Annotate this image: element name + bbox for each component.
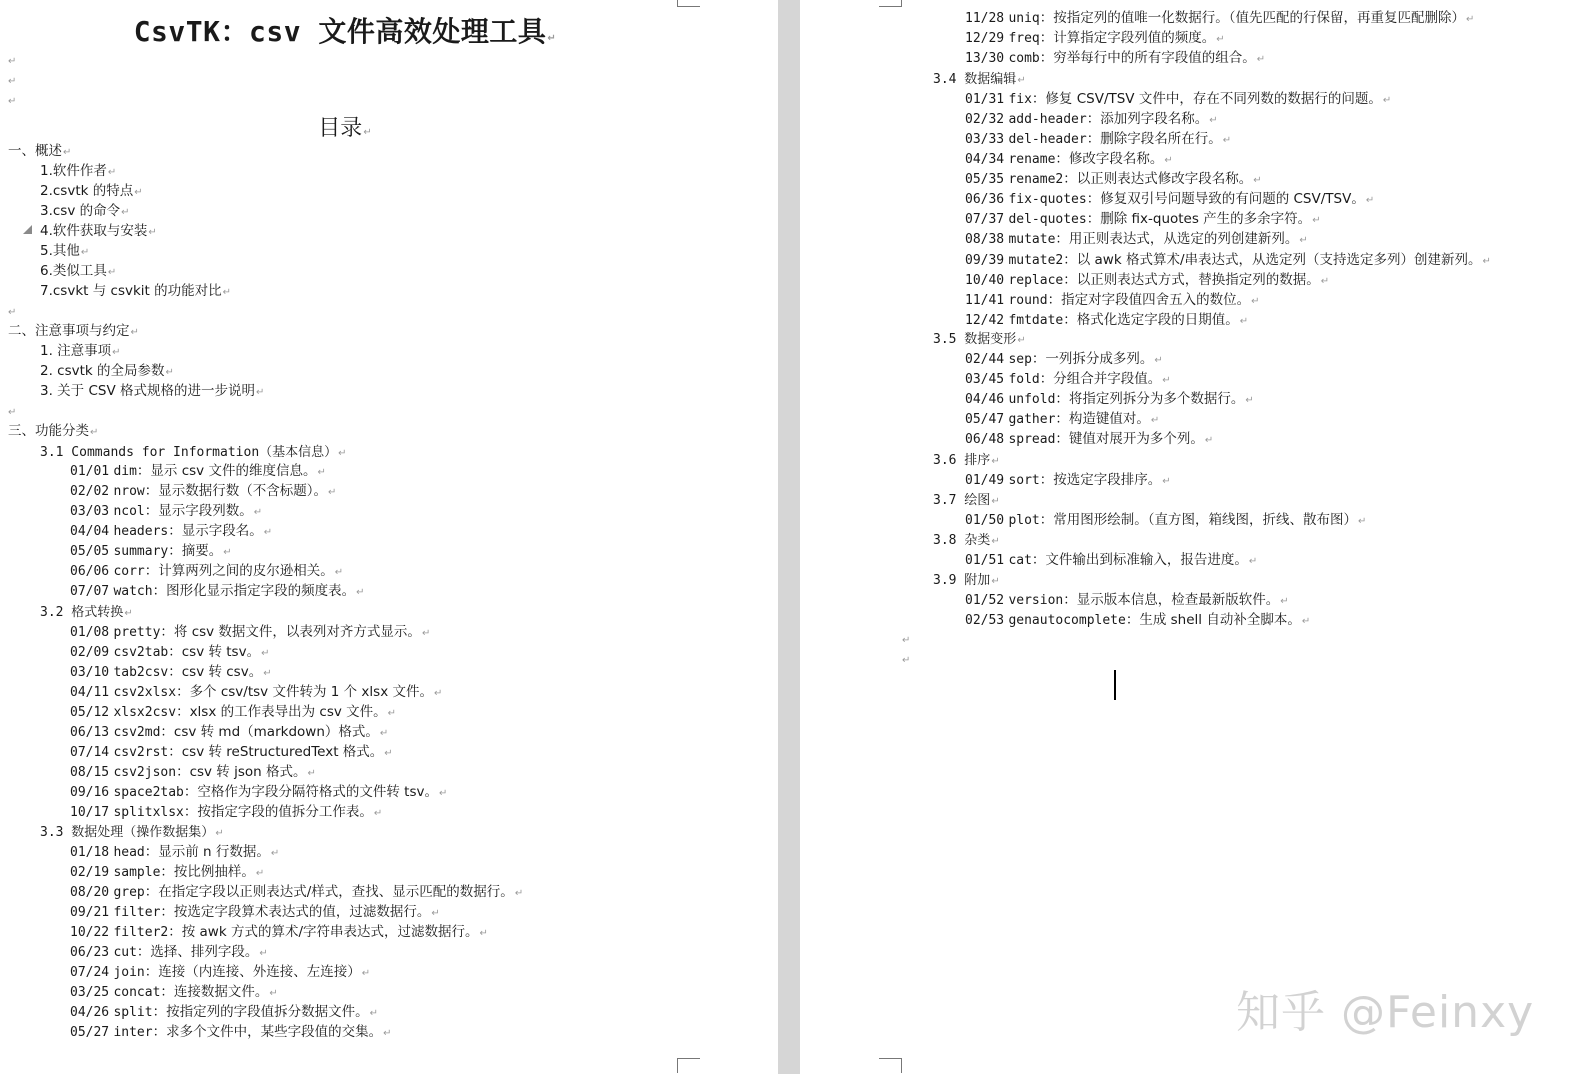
entry-number: 04/04 [70,524,110,540]
command-name: summary [113,544,169,560]
entry-number: 13/30 [965,51,1005,67]
toc-command-entry[interactable]: 09/16 space2tab：空格作为字段分隔符格式的文件转 tsv。↵ [70,784,448,801]
entry-number: 01/52 [965,593,1005,608]
entry-number: 06/13 [70,724,110,740]
page-gutter [778,0,800,1074]
toc-command-entry[interactable]: 01/52 version：显示版本信息，检查最新版软件。↵ [965,592,1289,608]
command-name: del-quotes [1008,212,1087,228]
page-corner-marker [677,0,700,7]
entry-number: 06/36 [965,192,1005,208]
command-name: fix [1008,92,1032,107]
toc-command-entry[interactable]: 07/24 join：连接（内连接、外连接、左连接）↵ [70,964,371,980]
entry-number: 06/06 [70,564,110,580]
toc-command-entry[interactable]: 03/03 ncol：显示字段列数。↵ [70,503,263,520]
command-name: sample [113,865,161,880]
command-name: grep [113,885,145,900]
entry-number: 04/34 [965,152,1005,168]
toc-command-entry[interactable]: 07/07 watch：图形化显示指定字段的频度表。↵ [70,583,365,600]
command-description: 按指定列的字段值拆分数据文件。 [166,1004,369,1020]
toc-subsection-heading[interactable]: 3.1 Commands for Information（基本信息）↵ [40,445,347,460]
entry-number: 09/39 [965,252,1005,268]
command-description: 按指定列的值唯一化数据行。（值先匹配的行保留，再重复匹配删除） [1053,10,1465,26]
entry-number: 01/01 [70,464,110,479]
toc-item[interactable]: 3.csv 的命令↵ [40,203,130,219]
toc-command-entry[interactable]: 01/18 head：显示前 n 行数据。↵ [70,844,280,860]
toc-command-entry[interactable]: 08/38 mutate：用正则表达式，从选定的列创建新列。↵ [965,231,1308,248]
page-corner-marker [879,1058,902,1073]
toc-command-entry[interactable]: 01/08 pretty：将 csv 数据文件，以表列对齐方式显示。↵ [70,623,431,640]
command-name: rename [1008,152,1056,168]
toc-command-entry[interactable]: 05/47 gather：构造键值对。↵ [965,411,1160,428]
command-name: watch [113,584,153,600]
toc-subsection-heading[interactable]: 3.3 数据处理（操作数据集）↵ [40,825,224,840]
page-corner-marker [879,0,902,7]
command-description: csv 转 tsv。 [181,643,261,660]
entry-number: 01/18 [70,845,110,860]
entry-number: 04/11 [70,684,110,700]
paragraph-mark: ↵ [902,655,911,666]
command-description: 求多个文件中，某些字段值的交集。 [166,1024,383,1040]
command-description: 按选定字段算术表达式的值，过滤数据行。 [173,904,431,920]
command-name: uniq [1008,11,1040,26]
toc-command-entry[interactable]: 08/20 grep：在指定字段以正则表达式/样式，查找、显示匹配的数据行。↵ [70,884,524,900]
paragraph-mark: ↵ [8,56,17,67]
entry-number: 04/26 [70,1005,110,1020]
command-description: 文件输出到标准输入，报告进度。 [1045,552,1248,568]
toc-item[interactable]: 2.csvtk 的特点↵ [40,183,143,199]
toc-subsection-heading[interactable]: 3.2 格式转换↵ [40,605,133,620]
paragraph-mark: ↵ [8,407,17,418]
command-description: 修复双引号问题导致的有问题的 CSV/TSV。 [1100,191,1365,208]
toc-command-entry[interactable]: 07/37 del-quotes：删除 fix-quotes 产生的多余字符。↵ [965,211,1321,228]
command-description: 一列拆分成多列。 [1045,351,1154,367]
toc-command-entry[interactable]: 05/35 rename2：以正则表达式修改字段名称。↵ [965,171,1262,188]
paragraph-mark: ↵ [8,307,17,318]
command-name: corr [113,564,145,580]
toc-command-entry[interactable]: 06/23 cut：选择、排列字段。↵ [70,944,268,960]
command-description: 显示前 n 行数据。 [158,844,270,860]
entry-number: 02/53 [965,613,1005,628]
command-description: 在指定字段以正则表达式/样式，查找、显示匹配的数据行。 [158,884,514,900]
entry-number: 01/50 [965,513,1005,528]
command-name: replace [1008,272,1064,288]
command-description: 显示 csv 文件的维度信息。 [150,463,317,479]
command-description: 将 csv 数据文件，以表列对齐方式显示。 [173,623,421,640]
command-name: plot [1008,513,1040,528]
toc-command-entry[interactable]: 01/51 cat：文件输出到标准输入，报告进度。↵ [965,552,1258,568]
entry-number: 05/47 [965,412,1005,428]
command-name: freq [1008,31,1040,47]
entry-number: 02/32 [965,112,1005,128]
command-description: 格式化选定字段的日期值。 [1076,311,1239,328]
paragraph-mark: ↵ [902,635,911,646]
toc-command-entry[interactable]: 01/49 sort：按选定字段排序。↵ [965,472,1171,488]
toc-command-entry[interactable]: 06/48 spread：键值对展开为多个列。↵ [965,431,1214,448]
toc-command-entry[interactable]: 05/12 xlsx2csv：xlsx 的工作表导出为 csv 文件。↵ [70,703,397,720]
toc-command-entry[interactable]: 03/10 tab2csv：csv 转 csv。↵ [70,663,272,680]
command-description: csv 转 reStructuredText 格式。 [181,743,384,760]
command-description: 计算指定字段列值的频度。 [1053,30,1216,47]
command-name: nrow [113,484,145,500]
command-name: gather [1008,412,1056,428]
command-description: 显示数据行数（不含标题）。 [158,483,327,500]
command-description: 以正则表达式修改字段名称。 [1076,171,1253,188]
toc-command-entry[interactable]: 12/42 fmtdate：格式化选定字段的日期值。↵ [965,311,1249,328]
toc-command-entry[interactable]: 04/04 headers：显示字段名。↵ [70,523,273,540]
command-name: csv2json [113,764,177,780]
toc-command-entry[interactable]: 02/53 genautocomplete：生成 shell 自动补全脚本。↵ [965,612,1311,628]
toc-command-entry[interactable]: 11/41 round：指定对字段值四舍五入的数位。↵ [965,291,1260,308]
document-title: CsvTK：csv 文件高效处理工具↵ [133,15,557,48]
collapse-triangle-icon[interactable] [23,225,32,234]
toc-command-entry[interactable]: 03/45 fold：分组合并字段值。↵ [965,371,1171,388]
entry-number: 03/03 [70,504,110,520]
command-description: 按选定字段排序。 [1053,472,1162,488]
entry-number: 02/02 [70,484,110,500]
command-name: spread [1008,432,1056,448]
toc-command-entry[interactable]: 02/19 sample：按比例抽样。↵ [70,864,265,880]
toc-section-heading[interactable]: 一、概述↵ [8,143,72,159]
command-name: concat [113,985,161,1000]
entry-number: 02/09 [70,644,110,660]
command-description: 空格作为字段分隔符格式的文件转 tsv。 [197,784,438,801]
toc-section-heading[interactable]: 二、注意事项与约定↵ [8,323,139,339]
command-name: mutate [1008,232,1056,248]
command-description: csv 转 md（markdown）格式。 [173,723,379,740]
command-description: 指定对字段值四舍五入的数位。 [1061,291,1251,308]
toc-item[interactable]: 4.软件获取与安装↵ [40,223,157,239]
toc-command-entry[interactable]: 01/31 fix：修复 CSV/TSV 文件中，存在不同列数的数据行的问题。↵ [965,91,1392,107]
command-description: 将指定列拆分为多个数据行。 [1068,391,1245,408]
command-description: csv 转 json 格式。 [189,763,307,780]
command-description: 以正则表达式方式，替换指定列的数据。 [1076,271,1320,288]
command-name: split [113,1005,153,1020]
toc-subsection-heading[interactable]: 3.9 附加↵ [933,573,1000,588]
toc-command-entry[interactable]: 12/29 freq：计算指定字段列值的频度。↵ [965,30,1225,47]
command-name: csv2rst [113,744,169,760]
command-name: mutate2 [1008,252,1064,268]
command-name: dim [113,464,137,479]
document-page-right [800,0,1570,1074]
toc-subsection-heading[interactable]: 3.7 绘图↵ [933,493,1000,508]
command-description: 多个 csv/tsv 文件转为 1 个 xlsx 文件。 [189,683,433,700]
toc-command-entry[interactable]: 10/22 filter2：按 awk 方式的算术/字符串表达式，过滤数据行。↵ [70,924,488,940]
command-name: version [1008,593,1064,608]
command-description: 常用图形绘制。（直方图，箱线图，折线、散布图） [1053,512,1357,528]
toc-command-entry[interactable]: 06/06 corr：计算两列之间的皮尔逊相关。↵ [70,563,344,580]
toc-command-entry[interactable]: 10/40 replace：以正则表达式方式，替换指定列的数据。↵ [965,271,1330,288]
toc-command-entry[interactable]: 03/25 concat：连接数据文件。↵ [70,984,278,1000]
command-name: csv2tab [113,644,169,660]
toc-item[interactable]: 6.类似工具↵ [40,263,117,279]
command-name: cat [1008,553,1032,568]
toc-section-heading[interactable]: 三、功能分类↵ [8,423,99,439]
entry-number: 05/27 [70,1025,110,1040]
command-description: 显示字段列数。 [158,503,253,520]
entry-number: 07/24 [70,965,110,980]
entry-number: 11/28 [965,11,1005,26]
entry-number: 10/40 [965,272,1005,288]
toc-command-entry[interactable]: 02/32 add-header：添加列字段名称。↵ [965,111,1218,128]
command-description: 按比例抽样。 [173,864,255,880]
command-description: 用正则表达式，从选定的列创建新列。 [1068,231,1299,248]
command-description: 显示字段名。 [181,523,263,540]
entry-number: 07/14 [70,744,110,760]
toc-subsection-heading[interactable]: 3.8 杂类↵ [933,533,1000,548]
entry-number: 06/48 [965,432,1005,448]
toc-command-entry[interactable]: 01/01 dim：显示 csv 文件的维度信息。↵ [70,463,326,479]
command-name: pretty [113,624,161,640]
entry-number: 12/29 [965,31,1005,47]
toc-command-entry[interactable]: 02/09 csv2tab：csv 转 tsv。↵ [70,643,270,660]
command-description: csv 转 csv。 [181,663,263,680]
entry-number: 08/38 [965,232,1005,248]
toc-command-entry[interactable]: 13/30 comb：穷举每行中的所有字段值的组合。↵ [965,50,1266,67]
command-name: round [1008,292,1048,308]
entry-number: 03/45 [965,372,1005,388]
command-name: fix-quotes [1008,192,1087,208]
toc-item[interactable]: 7.csvkt 与 csvkit 的功能对比↵ [40,283,232,299]
entry-number: 03/25 [70,985,110,1000]
toc-command-entry[interactable]: 02/02 nrow：显示数据行数（不含标题）。↵ [70,483,337,500]
entry-number: 03/10 [70,664,110,680]
toc-item[interactable]: 2. csvtk 的全局参数↵ [40,363,174,379]
entry-number: 08/15 [70,764,110,780]
command-name: csv2xlsx [113,684,177,700]
entry-number: 01/49 [965,473,1005,488]
entry-number: 07/07 [70,584,110,600]
entry-number: 10/22 [70,925,110,940]
command-description: 以 awk 格式算术/串表达式，从选定列（支持选定多列）创建新列。 [1076,251,1482,268]
entry-number: 07/37 [965,212,1005,228]
command-name: tab2csv [113,664,169,680]
entry-number: 01/31 [965,92,1005,107]
command-name: add-header [1008,112,1087,128]
command-name: headers [113,524,169,540]
toc-command-entry[interactable]: 04/34 rename：修改字段名称。↵ [965,151,1173,168]
command-description: 删除字段名所在行。 [1100,131,1222,148]
command-description: 连接（内连接、外连接、左连接） [158,964,361,980]
command-description: 分组合并字段值。 [1053,371,1162,388]
toc-item[interactable]: 1.软件作者↵ [40,163,117,179]
command-description: 删除 fix-quotes 产生的多余字符。 [1100,211,1312,228]
text-cursor [1114,670,1116,700]
command-description: 摘要。 [181,543,223,560]
command-description: 生成 shell 自动补全脚本。 [1139,612,1301,628]
command-name: ncol [113,504,145,520]
toc-command-entry[interactable]: 05/05 summary：摘要。↵ [70,543,232,560]
command-name: fold [1008,372,1040,388]
toc-command-entry[interactable]: 04/11 csv2xlsx：多个 csv/tsv 文件转为 1 个 xlsx 文件。↵ [70,683,443,700]
command-description: 键值对展开为多个列。 [1068,431,1204,448]
command-description: 选择、排列字段。 [150,944,259,960]
entry-number: 01/08 [70,624,110,640]
command-name: sep [1008,352,1032,367]
entry-number: 01/51 [965,553,1005,568]
toc-command-entry[interactable]: 03/33 del-header：删除字段名所在行。↵ [965,131,1232,148]
toc-command-entry[interactable]: 01/50 plot：常用图形绘制。（直方图，箱线图，折线、散布图）↵ [965,512,1367,528]
command-description: xlsx 的工作表导出为 csv 文件。 [189,703,387,720]
entry-number: 02/19 [70,865,110,880]
toc-item[interactable]: 3. 关于 CSV 格式规格的进一步说明↵ [40,383,265,399]
entry-number: 05/12 [70,704,110,720]
command-name: cut [113,945,137,960]
command-name: xlsx2csv [113,704,177,720]
entry-number: 02/44 [965,352,1005,367]
entry-number: 03/33 [965,132,1005,148]
toc-command-entry[interactable]: 10/17 splitxlsx：按指定字段的值拆分工作表。↵ [70,804,383,821]
toc-item[interactable]: 1. 注意事项↵ [40,343,121,359]
paragraph-mark: ↵ [8,96,17,107]
toc-command-entry[interactable]: 09/21 filter：按选定字段算术表达式的值，过滤数据行。↵ [70,904,440,920]
entry-number: 04/46 [965,392,1005,408]
entry-number: 05/35 [965,172,1005,188]
command-description: 修改字段名称。 [1068,151,1164,168]
toc-command-entry[interactable]: 11/28 uniq：按指定列的值唯一化数据行。（值先匹配的行保留，再重复匹配删除）↵ [965,10,1475,26]
toc-command-entry[interactable]: 04/46 unfold：将指定列拆分为多个数据行。↵ [965,391,1254,408]
command-name: space2tab [113,785,184,801]
entry-number: 10/17 [70,805,110,821]
command-name: csv2md [113,724,161,740]
command-name: del-header [1008,132,1087,148]
command-description: 图形化显示指定字段的频度表。 [166,583,356,600]
command-name: head [113,845,145,860]
entry-number: 05/05 [70,544,110,560]
entry-number: 09/21 [70,905,110,920]
command-description: 计算两列之间的皮尔逊相关。 [158,563,334,580]
paragraph-mark: ↵ [8,76,17,87]
command-description: 显示版本信息，检查最新版软件。 [1076,592,1280,608]
command-name: splitxlsx [113,805,184,821]
entry-number: 11/41 [965,292,1005,308]
toc-command-entry[interactable]: 08/15 csv2json：csv 转 json 格式。↵ [70,763,316,780]
entry-number: 09/16 [70,785,110,801]
toc-command-entry[interactable]: 05/27 inter：求多个文件中，某些字段值的交集。↵ [70,1024,392,1040]
toc-title: 目录↵ [318,116,372,141]
page-corner-marker [677,1058,700,1073]
command-description: 构造键值对。 [1068,411,1150,428]
toc-command-entry[interactable]: 06/36 fix-quotes：修复双引号问题导致的有问题的 CSV/TSV。↵ [965,191,1375,208]
command-description: 穷举每行中的所有字段值的组合。 [1053,50,1256,67]
entry-number: 08/20 [70,885,110,900]
toc-command-entry[interactable]: 06/13 csv2md：csv 转 md（markdown）格式。↵ [70,723,389,740]
entry-number: 06/23 [70,945,110,960]
command-description: 连接数据文件。 [173,984,269,1000]
command-name: filter2 [113,925,169,940]
command-name: inter [113,1025,153,1040]
command-name: sort [1008,473,1040,488]
command-description: 添加列字段名称。 [1100,111,1209,128]
command-name: join [113,965,145,980]
toc-subsection-heading[interactable]: 3.6 排序↵ [933,453,1000,468]
toc-subsection-heading[interactable]: 3.4 数据编辑↵ [933,72,1026,87]
toc-command-entry[interactable]: 04/26 split：按指定列的字段值拆分数据文件。↵ [70,1004,378,1020]
toc-item[interactable]: 5.其他↵ [40,243,90,259]
watermark: 知乎 @Feinxy [1236,987,1535,1038]
entry-number: 12/42 [965,312,1005,328]
command-description: 按指定字段的值拆分工作表。 [197,804,373,821]
command-description: 修复 CSV/TSV 文件中，存在不同列数的数据行的问题。 [1045,91,1382,107]
toc-command-entry[interactable]: 07/14 csv2rst：csv 转 reStructuredText 格式。↵ [70,743,393,760]
toc-command-entry[interactable]: 09/39 mutate2：以 awk 格式算术/串表达式，从选定列（支持选定多列）创建新列。↵ [965,251,1491,268]
toc-command-entry[interactable]: 02/44 sep：一列拆分成多列。↵ [965,351,1163,367]
command-name: rename2 [1008,172,1064,188]
command-name: unfold [1008,392,1056,408]
command-name: comb [1008,51,1040,67]
command-name: fmtdate [1008,312,1064,328]
command-description: 按 awk 方式的算术/字符串表达式，过滤数据行。 [181,924,479,940]
command-name: filter [113,905,161,920]
command-name: genautocomplete [1008,613,1126,628]
toc-subsection-heading[interactable]: 3.5 数据变形↵ [933,332,1026,347]
